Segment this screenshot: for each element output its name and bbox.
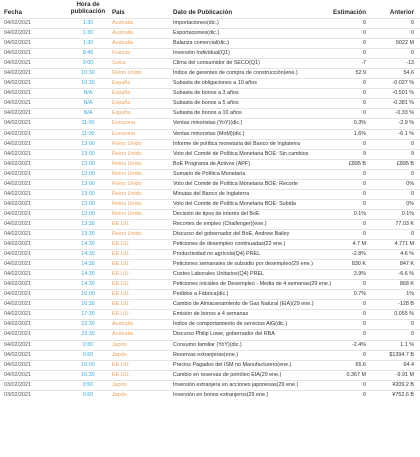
- cell-estimacion: 0: [363, 230, 366, 237]
- table-row[interactable]: [0, 169, 420, 179]
- cell-hora: 14:30: [81, 261, 95, 268]
- cell-anterior: 0: [411, 20, 414, 26]
- cell-pais: EE.UU.: [112, 371, 130, 378]
- cell-pais: Reino Unido: [112, 210, 142, 217]
- cell-hora: 13:00: [81, 160, 95, 167]
- cell-fecha: 04/02/2021: [4, 271, 31, 278]
- cell-fecha: 04/02/2021: [4, 251, 31, 258]
- cell-pais: Reino Unido: [112, 70, 142, 77]
- cell-dato: Índice de comportamiento de servicios AiG(dic.): [173, 321, 288, 328]
- table-row[interactable]: [0, 108, 420, 118]
- cell-hora: 10:30: [81, 80, 95, 87]
- cell-dato: Precios Pagados del ISM no Manufacturero(ene.): [173, 361, 292, 368]
- cell-dato: Emisión de bonos a 4 semanas: [173, 311, 249, 318]
- cell-pais: Reino Unido: [112, 170, 142, 177]
- cell-dato: Inversión en bonos extranjeros(29 ene.): [173, 391, 269, 398]
- cell-dato: Decisión de tipos de interés del BoE: [173, 210, 260, 217]
- cell-estimacion: 0: [363, 391, 366, 398]
- cell-fecha: 04/02/2021: [4, 341, 31, 348]
- cell-fecha: 04/02/2021: [4, 130, 31, 137]
- cell-pais: EE.UU.: [112, 261, 130, 268]
- cell-estimacion: 0: [363, 180, 366, 187]
- cell-pais: EE.UU.: [112, 361, 130, 368]
- cell-anterior: 9: [411, 150, 414, 157]
- cell-dato: Subasta de obligaciones a 10 años: [173, 80, 257, 87]
- cell-dato: Balanza comercial(dic.): [173, 40, 230, 47]
- cell-pais: Francia: [112, 50, 130, 57]
- table-row[interactable]: [0, 139, 420, 149]
- table-row[interactable]: [0, 209, 420, 219]
- cell-anterior: 0: [411, 331, 414, 338]
- cell-fecha: 04/02/2021: [4, 371, 31, 378]
- cell-anterior: 0: [411, 170, 414, 177]
- cell-anterior: -0.381 %: [392, 100, 414, 107]
- cell-estimacion: 0: [363, 220, 366, 227]
- cell-pais: Japón: [112, 391, 127, 398]
- header-hora-line1: Hora de: [76, 1, 100, 8]
- cell-anterior: 1%: [406, 291, 414, 298]
- cell-fecha: 04/02/2021: [4, 210, 31, 217]
- cell-hora: 13:00: [81, 140, 95, 147]
- table-row[interactable]: [0, 350, 420, 360]
- cell-fecha: 03/02/2021: [4, 381, 31, 388]
- cell-estimacion: 0: [363, 170, 366, 177]
- cell-estimacion: 52.9: [355, 70, 366, 77]
- table-row[interactable]: [0, 239, 420, 249]
- table-row[interactable]: [0, 179, 420, 189]
- cell-anterior: -128 B: [398, 301, 414, 308]
- cell-dato: Discurso del gobernador del BoE, Andrew Bailey: [173, 230, 290, 237]
- cell-estimacion: -7: [361, 60, 366, 67]
- cell-dato: Inversión extranjera en acciones japonesas(29 ene.): [173, 381, 299, 388]
- cell-pais: EE.UU.: [112, 281, 130, 288]
- cell-anterior: 0%: [406, 180, 414, 187]
- cell-dato: Voto del Comité de Política Monetaria BOE: Subida: [173, 200, 296, 207]
- cell-estimacion: 0: [363, 200, 366, 207]
- cell-fecha: 04/02/2021: [4, 60, 31, 67]
- cell-dato: BoE Programa de Activos (APF): [173, 160, 250, 167]
- header-hora-line2: publicación: [70, 8, 106, 15]
- cell-pais: España: [112, 110, 131, 117]
- header-fecha: Fecha: [4, 9, 22, 16]
- table-row[interactable]: [0, 299, 420, 309]
- table-row[interactable]: [0, 390, 420, 400]
- cell-fecha: 04/02/2021: [4, 301, 31, 308]
- cell-pais: Reino Unido: [112, 140, 142, 147]
- cell-hora: 11:00: [81, 120, 95, 127]
- cell-pais: EE.UU.: [112, 220, 130, 227]
- cell-pais: Eurozona: [112, 120, 136, 127]
- cell-fecha: 03/02/2021: [4, 391, 31, 398]
- cell-anterior: -2.9 %: [398, 120, 414, 127]
- cell-anterior: 0: [411, 190, 414, 197]
- cell-pais: Reino Unido: [112, 180, 142, 187]
- cell-hora: 13:00: [81, 170, 95, 177]
- table-row[interactable]: [0, 380, 420, 390]
- table-row[interactable]: [0, 229, 420, 239]
- cell-pais: Japón: [112, 341, 127, 348]
- cell-anterior: 0.1%: [401, 210, 414, 217]
- cell-estimacion: 0: [363, 381, 366, 388]
- table-header: [0, 0, 420, 18]
- cell-estimacion: 1.6%: [353, 130, 366, 137]
- cell-estimacion: -2.8%: [351, 251, 366, 258]
- cell-dato: Peticiones de desempleo continuadas(22 ene.): [173, 241, 286, 248]
- cell-hora: 13:00: [81, 150, 95, 157]
- cell-pais: Suiza: [112, 60, 126, 67]
- cell-pais: Australia: [112, 20, 133, 26]
- cell-hora: N/A: [83, 100, 93, 107]
- table-row[interactable]: [0, 88, 420, 98]
- cell-dato: Índice de gerentes de compra de construcción(ene.): [173, 70, 298, 77]
- table-body: [0, 18, 420, 400]
- cell-dato: Subasta de bonos a 5 años: [173, 100, 239, 107]
- cell-fecha: 04/02/2021: [4, 80, 31, 87]
- cell-hora: 16:30: [81, 301, 95, 308]
- table-row[interactable]: [0, 340, 420, 350]
- cell-fecha: 04/02/2021: [4, 40, 31, 47]
- cell-fecha: 04/02/2021: [4, 170, 31, 177]
- cell-anterior: -6.6 %: [398, 271, 414, 278]
- header-hora: [66, 1, 110, 15]
- cell-fecha: 04/02/2021: [4, 30, 31, 37]
- table-row[interactable]: [0, 189, 420, 199]
- cell-dato: Informe de política monetaria del Banco de Inglaterra: [173, 140, 301, 147]
- cell-dato: Pedidos a Fábrica(dic.): [173, 291, 229, 298]
- cell-fecha: 04/02/2021: [4, 351, 31, 358]
- table-row[interactable]: [0, 329, 420, 339]
- cell-pais: Japón: [112, 381, 127, 388]
- cell-anterior: ¥209.2 B: [392, 381, 414, 388]
- cell-pais: Reino Unido: [112, 230, 142, 237]
- cell-anterior: -6.1 %: [398, 130, 414, 137]
- cell-dato: Subasta de bonos a 10 años: [173, 110, 242, 117]
- cell-estimacion: 0: [363, 90, 366, 97]
- table-row[interactable]: [0, 319, 420, 329]
- cell-fecha: 04/02/2021: [4, 241, 31, 248]
- cell-estimacion: 9: [363, 150, 366, 157]
- cell-fecha: 04/02/2021: [4, 100, 31, 107]
- cell-fecha: 04/02/2021: [4, 230, 31, 237]
- cell-fecha: 04/02/2021: [4, 311, 31, 318]
- cell-anterior: £895 B: [396, 160, 414, 167]
- cell-hora: 14:30: [81, 251, 95, 258]
- cell-anterior: 847 K: [399, 261, 414, 268]
- cell-estimacion: 0: [363, 100, 366, 107]
- cell-anterior: 54.6: [403, 70, 414, 77]
- cell-hora: N/A: [83, 90, 93, 97]
- table-row[interactable]: [0, 259, 420, 269]
- cell-hora: 1:30: [82, 40, 94, 47]
- cell-dato: Clima del consumidor de SECO(Q1): [173, 60, 260, 67]
- table-row[interactable]: [0, 18, 420, 28]
- table-row[interactable]: [0, 199, 420, 209]
- cell-fecha: 04/02/2021: [4, 20, 31, 26]
- cell-fecha: 04/02/2021: [4, 180, 31, 187]
- cell-estimacion: 65.6: [355, 361, 366, 368]
- cell-dato: Ventas minoristas (YoY)(dic.): [173, 120, 243, 127]
- cell-anterior: -0.027 %: [392, 80, 414, 87]
- cell-dato: Peticiones semanales de subsidio por desempleo(29 ene.): [173, 261, 313, 268]
- cell-fecha: 04/02/2021: [4, 361, 31, 368]
- cell-pais: EE.UU.: [112, 311, 130, 318]
- cell-fecha: 04/02/2021: [4, 220, 31, 227]
- cell-pais: Australia: [112, 321, 133, 328]
- table-row[interactable]: [0, 118, 420, 128]
- cell-dato: Peticiones iniciales de Desempleo - Media de 4 semanas(29 ene.): [173, 281, 332, 288]
- cell-pais: Reino Unido: [112, 190, 142, 197]
- table-row[interactable]: [0, 249, 420, 259]
- table-row[interactable]: [0, 58, 420, 68]
- table-row[interactable]: [0, 309, 420, 319]
- cell-estimacion: 0: [363, 40, 366, 47]
- table-row[interactable]: [0, 219, 420, 229]
- cell-anterior: $1394.7 B: [389, 351, 414, 358]
- cell-dato: Ventas minoristas (MoM)(dic.): [173, 130, 245, 137]
- cell-anterior: -0.501 %: [392, 90, 414, 97]
- cell-pais: EE.UU.: [112, 251, 130, 258]
- cell-fecha: 04/02/2021: [4, 140, 31, 147]
- table-row[interactable]: [0, 289, 420, 299]
- cell-anterior: 0: [411, 230, 414, 237]
- cell-fecha: 04/02/2021: [4, 160, 31, 167]
- cell-fecha: 04/02/2021: [4, 110, 31, 117]
- table-row[interactable]: [0, 98, 420, 108]
- cell-hora: 13:30: [81, 220, 95, 227]
- cell-pais: España: [112, 90, 131, 97]
- cell-fecha: 04/02/2021: [4, 281, 31, 288]
- cell-hora: 16:00: [81, 361, 95, 368]
- cell-hora: 13:00: [81, 180, 95, 187]
- cell-pais: Eurozona: [112, 130, 136, 137]
- cell-pais: España: [112, 80, 131, 87]
- cell-anterior: 4.771 M: [394, 241, 414, 248]
- header-anterior: Anterior: [389, 9, 414, 16]
- table-row[interactable]: [0, 360, 420, 370]
- cell-hora: 17:30: [81, 311, 95, 318]
- table-row[interactable]: [0, 48, 420, 58]
- cell-pais: Australia: [112, 30, 133, 37]
- cell-estimacion: 0: [363, 50, 366, 57]
- cell-fecha: 04/02/2021: [4, 261, 31, 268]
- cell-fecha: 04/02/2021: [4, 321, 31, 328]
- table-row[interactable]: [0, 159, 420, 169]
- cell-hora: N/A: [83, 110, 93, 117]
- cell-fecha: 04/02/2021: [4, 150, 31, 157]
- cell-anterior: 868 K: [399, 281, 414, 288]
- cell-pais: Australia: [112, 40, 133, 47]
- cell-estimacion: 0.367 M: [346, 371, 366, 378]
- cell-dato: Sumario de Política Monetaria: [173, 170, 246, 177]
- cell-fecha: 04/02/2021: [4, 331, 31, 338]
- cell-estimacion: 0: [363, 140, 366, 147]
- cell-estimacion: 0: [363, 30, 366, 37]
- cell-estimacion: 0: [363, 80, 366, 87]
- cell-pais: Australia: [112, 331, 133, 338]
- cell-fecha: 04/02/2021: [4, 90, 31, 97]
- cell-estimacion: 830 K: [351, 261, 366, 268]
- cell-dato: Exportaciones(dic.): [173, 30, 220, 37]
- cell-fecha: 04/02/2021: [4, 200, 31, 207]
- cell-fecha: 04/02/2021: [4, 120, 31, 127]
- cell-dato: Cambio de Almacenamiento de Gas Natural (EIA)(29 ene.): [173, 301, 314, 308]
- cell-hora: 0:30: [82, 341, 94, 348]
- cell-hora: 22:30: [81, 321, 95, 328]
- cell-dato: Cambio en reservas de petróleo EIA(29 ene.): [173, 371, 282, 378]
- cell-estimacion: 0.7%: [353, 291, 366, 298]
- cell-dato: Productividad no agrícola(Q4) PREL: [173, 251, 261, 258]
- cell-hora: 14:30: [81, 281, 95, 288]
- cell-anterior: 5022 M: [396, 40, 414, 47]
- cell-fecha: 04/02/2021: [4, 291, 31, 298]
- cell-dato: Subasta de bonos a 3 años: [173, 90, 239, 97]
- cell-hora: 13:00: [81, 200, 95, 207]
- table-row[interactable]: [0, 38, 420, 48]
- table-row[interactable]: [0, 149, 420, 159]
- cell-fecha: 04/02/2021: [4, 190, 31, 197]
- table-row[interactable]: [0, 269, 420, 279]
- cell-anterior: 0.055 %: [394, 311, 414, 318]
- cell-estimacion: 0: [363, 190, 366, 197]
- cell-dato: Inversión Individual(Q1): [173, 50, 230, 57]
- cell-anterior: 77.03 K: [395, 220, 414, 227]
- cell-dato: Discurso Philip Lowe, gobernador del RBA: [173, 331, 275, 338]
- cell-estimacion: 4.7 M: [352, 241, 366, 248]
- cell-estimacion: £895 B: [348, 160, 366, 167]
- cell-hora: 14:30: [81, 271, 95, 278]
- cell-hora: 13:00: [81, 190, 95, 197]
- cell-pais: EE.UU.: [112, 271, 130, 278]
- cell-estimacion: 0: [363, 20, 366, 26]
- cell-pais: España: [112, 100, 131, 107]
- cell-pais: Japón: [112, 351, 127, 358]
- cell-pais: Reino Unido: [112, 150, 142, 157]
- cell-hora: 1:30: [82, 20, 94, 26]
- cell-estimacion: 0: [363, 331, 366, 338]
- cell-hora: 13:30: [81, 230, 95, 237]
- cell-hora: 13:00: [81, 210, 95, 217]
- cell-anterior: -0.33 %: [395, 110, 414, 117]
- cell-hora: 1:30: [82, 30, 94, 37]
- cell-hora: 14:30: [81, 241, 95, 248]
- cell-hora: 0:50: [82, 391, 94, 398]
- cell-estimacion: 0: [363, 110, 366, 117]
- cell-dato: Costes Laborales Unitarios(Q4) PREL: [173, 271, 265, 278]
- table-row[interactable]: [0, 78, 420, 88]
- cell-fecha: 04/02/2021: [4, 70, 31, 77]
- cell-hora: 0:50: [82, 351, 94, 358]
- header-dato: Dato de Publicación: [173, 9, 233, 16]
- cell-dato: Importaciones(dic.): [173, 20, 219, 26]
- cell-anterior: 1.1 %: [400, 341, 414, 348]
- cell-anterior: 0: [411, 321, 414, 328]
- cell-dato: Minutas del Banco de Inglaterra: [173, 190, 250, 197]
- cell-estimacion: 0.1%: [353, 210, 366, 217]
- cell-estimacion: 3.9%: [353, 271, 366, 278]
- cell-fecha: 04/02/2021: [4, 50, 31, 57]
- cell-pais: EE.UU.: [112, 301, 130, 308]
- cell-anterior: 0: [411, 50, 414, 57]
- cell-dato: Voto del Comité de Política Monetaria BOE: Recorte: [173, 180, 298, 187]
- cell-dato: Consumo familiar (YoY)(dic.): [173, 341, 242, 348]
- cell-estimacion: 0: [363, 281, 366, 288]
- cell-pais: EE.UU.: [112, 291, 130, 298]
- cell-hora: 10:30: [81, 70, 95, 77]
- cell-pais: Reino Unido: [112, 160, 142, 167]
- cell-anterior: 0: [411, 30, 414, 37]
- cell-anterior: 0: [411, 140, 414, 147]
- cell-estimacion: 0: [363, 301, 366, 308]
- cell-anterior: -9.91 M: [395, 371, 414, 378]
- cell-dato: Reservas extranjeras(ene.): [173, 351, 239, 358]
- cell-estimacion: 0: [363, 311, 366, 318]
- cell-anterior: ¥752.6 B: [392, 391, 414, 398]
- cell-hora: 23:30: [81, 331, 95, 338]
- table-row[interactable]: [0, 370, 420, 380]
- table-row[interactable]: [0, 28, 420, 38]
- cell-pais: Reino Unido: [112, 200, 142, 207]
- table-row[interactable]: [0, 68, 420, 78]
- header-pais: País: [112, 9, 125, 16]
- cell-anterior: 64.4: [403, 361, 414, 368]
- header-estimacion: Estimación: [332, 9, 366, 16]
- cell-pais: EE.UU.: [112, 241, 130, 248]
- table-row[interactable]: [0, 279, 420, 289]
- table-row[interactable]: [0, 129, 420, 139]
- cell-anterior: 0%: [406, 200, 414, 207]
- cell-anterior: 4.6 %: [400, 251, 414, 258]
- cell-estimacion: 0.3%: [353, 120, 366, 127]
- cell-hora: 16:30: [81, 371, 95, 378]
- cell-dato: Recortes de empleo (Challenger)(ene.): [173, 220, 267, 227]
- cell-dato: Voto del Comité de Política Monetaria BOE: Sin cambios: [173, 150, 309, 157]
- cell-anterior: -13: [406, 60, 414, 67]
- cell-hora: 0:50: [82, 381, 94, 388]
- cell-estimacion: 0: [363, 351, 366, 358]
- cell-hora: 8:45: [82, 50, 94, 57]
- cell-hora: 11:00: [81, 130, 95, 137]
- cell-estimacion: 0: [363, 321, 366, 328]
- cell-hora: 16:00: [81, 291, 95, 298]
- cell-estimacion: -2.4%: [351, 341, 366, 348]
- cell-hora: 9:00: [82, 60, 94, 67]
